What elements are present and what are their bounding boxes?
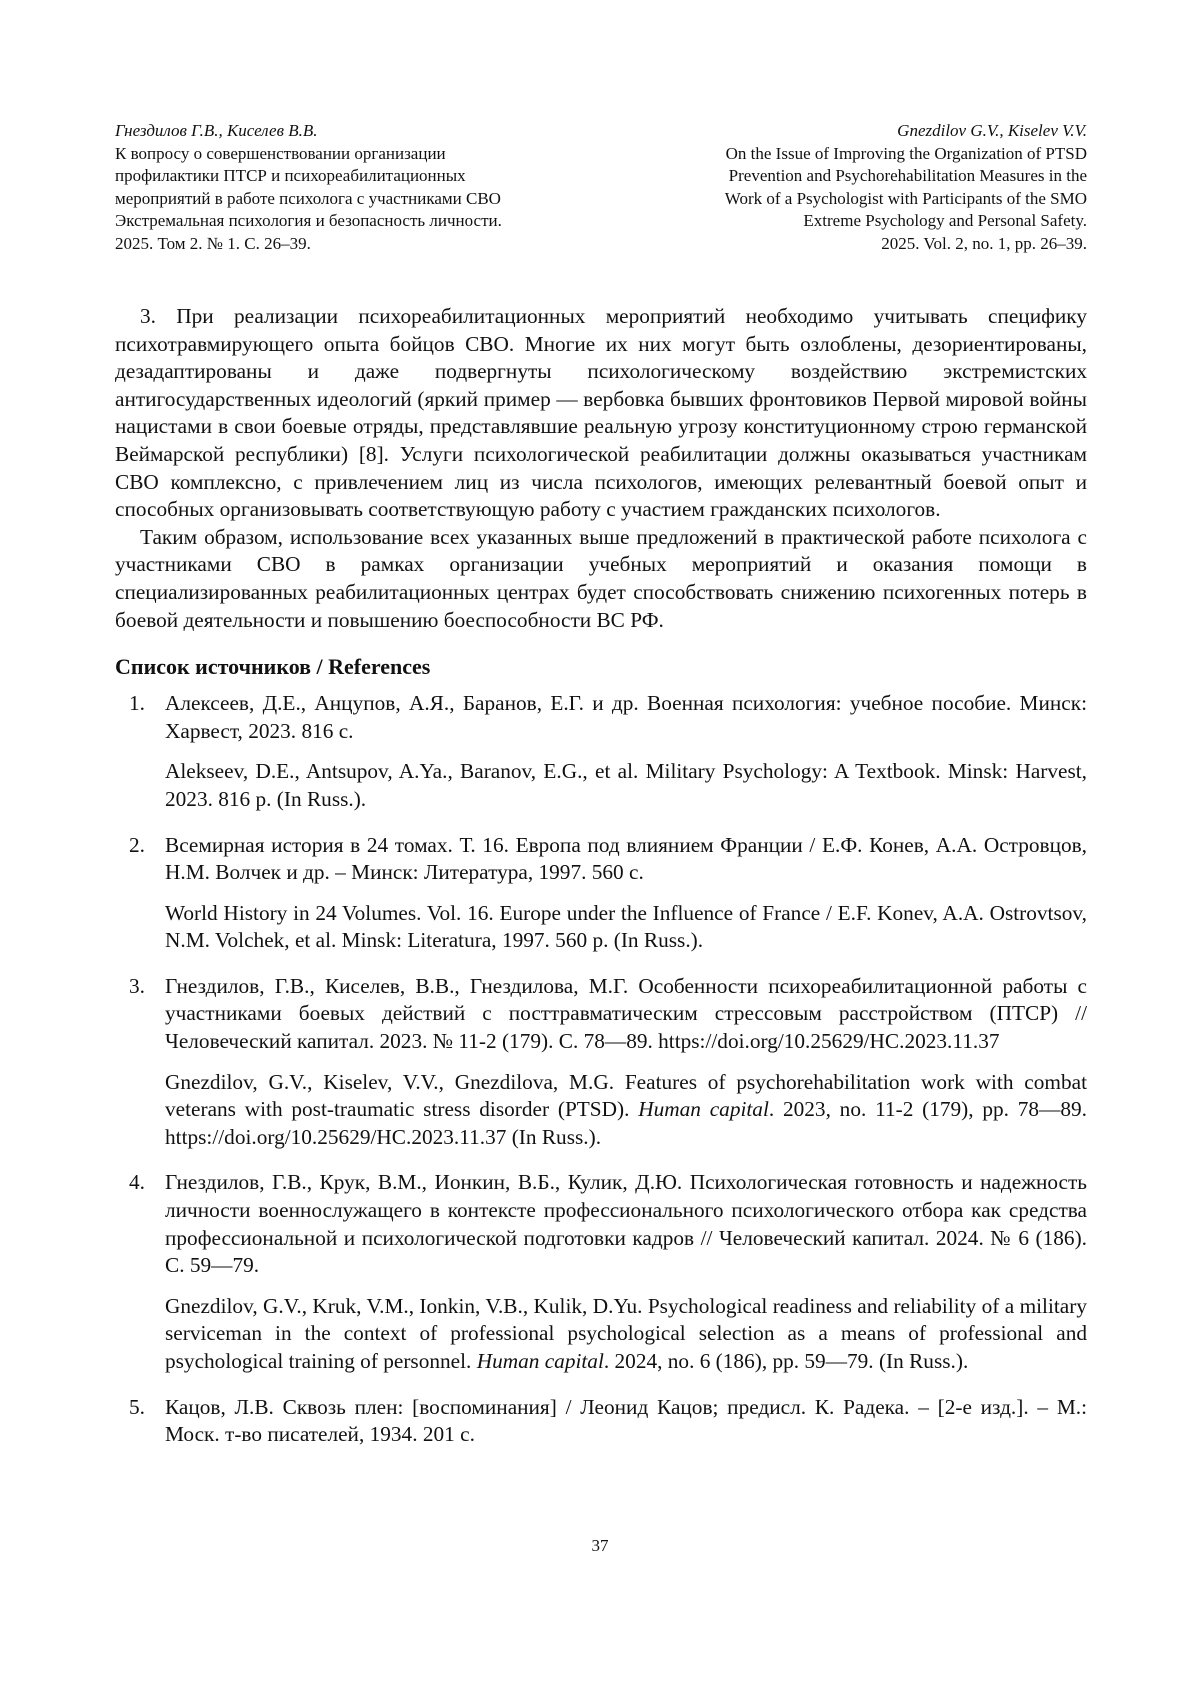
header-line-ru: профилактики ПТСР и психореабилитационных [115, 165, 601, 188]
body-text [115, 303, 1087, 634]
header-russian [115, 120, 601, 255]
reference-english: Alekseev, D.E., Antsupov, A.Ya., Baranov, E.G., et al. Military Psychology: A Textbook. Minsk: Harvest, 2023. 816 p. (In Russ.). [165, 758, 1087, 813]
reference-english [165, 1069, 1087, 1152]
references-heading: Список источников / References [115, 652, 1087, 682]
reference-item [115, 1169, 1087, 1375]
reference-item [115, 832, 1087, 955]
reference-russian: Алексеев, Д.Е., Анцупов, А.Я., Баранов, Е.Г. и др. Военная психология: учебное пособие. Минск: Харвест, 2023. 816 с. [165, 690, 1087, 745]
reference-number: 5. [129, 1394, 145, 1422]
reference-item [115, 973, 1087, 1152]
header-line-en: Extreme Psychology and Personal Safety. [601, 210, 1087, 233]
header-line-en: Work of a Psychologist with Participants of the SMO [601, 188, 1087, 211]
journal-title: Human capital [477, 1349, 604, 1373]
header-line-en: Prevention and Psychorehabilitation Measures in the [601, 165, 1087, 188]
reference-item [115, 1394, 1087, 1449]
header-line-ru: мероприятий в работе психолога с участниками СВО [115, 188, 601, 211]
header-line-ru: 2025. Том 2. № 1. С. 26–39. [115, 233, 601, 256]
reference-english: World History in 24 Volumes. Vol. 16. Europe under the Influence of France / E.F. Konev, A.A. Ostrovtsov, N.M. Volchek, et al. Minsk: Literatura, 1997. 560 p. (In Russ.). [165, 900, 1087, 955]
header-authors-en: Gnezdilov G.V., Kiselev V.V. [601, 120, 1087, 143]
reference-english-text: Gnezdilov, G.V., Kruk, V.M., Ionkin, V.B., Kulik, D.Yu. Psychological readiness and reliability of a military serviceman in the context of professional psychological selection as a means of professional and psychological training of personnel. [165, 1294, 1087, 1373]
header-line-en: 2025. Vol. 2, no. 1, pp. 26–39. [601, 233, 1087, 256]
header-authors-ru: Гнездилов Г.В., Киселев В.В. [115, 120, 601, 143]
body-paragraph: 3. При реализации психореабилитационных мероприятий необходимо учитывать специфику психотравмирующего опыта бойцов СВО. Многие их них могут быть озлоблены, дезориентированы, дезадаптированы и даже подвергнуты психологическому воздействию экстремистских антигосударственных идеологий (яркий пример — вербовка бывших фронтовиков Первой мировой войны нацистами в свои боевые отряды, представлявшие реальную угрозу конституционному строю германской Веймарской республики) [8]. Услуги психологической реабилитации должны оказываться участникам СВО комплексно, с привлечением лиц из числа психологов, имеющих релевантный боевой опыт и способных организовывать соответствующую работу с участием гражданских психологов. [115, 303, 1087, 524]
reference-english-text: . 2023, no. 11-2 (179), pp. 78—89. https://doi.org/10.25629/HC.2023.11.37 (In Russ.). [165, 1097, 1087, 1149]
reference-russian: Гнездилов, Г.В., Крук, В.М., Ионкин, В.Б., Кулик, Д.Ю. Психологическая готовность и надежность личности военнослужащего в контексте профессионального психологического отбора как средства профессиональной и психологической подготовки кадров // Человеческий капитал. 2024. № 6 (186). С. 59—79. [165, 1169, 1087, 1279]
reference-english-text: Gnezdilov, G.V., Kiselev, V.V., Gnezdilova, M.G. Features of psychorehabilitation work with combat veterans with post-traumatic stress disorder (PTSD). [165, 1070, 1087, 1122]
article-page [0, 0, 1200, 1697]
header-line-ru: К вопросу о совершенствовании организации [115, 143, 601, 166]
journal-title: Human capital [638, 1097, 769, 1121]
reference-number: 3. [129, 973, 145, 1001]
reference-item [115, 690, 1087, 813]
reference-russian: Кацов, Л.В. Сквозь плен: [воспоминания] / Леонид Кацов; предисл. К. Радека. – [2-е изд.]. – М.: Моск. т-во писателей, 1934. 201 с. [165, 1394, 1087, 1449]
reference-english-text: . 2024, no. 6 (186), pp. 59—79. (In Russ.). [604, 1349, 968, 1373]
body-paragraph: Таким образом, использование всех указанных выше предложений в практической работе психолога с участниками СВО в рамках организации учебных мероприятий и оказания помощи в специализированных реабилитационных центрах будет способствовать снижению психогенных потерь в боевой деятельности и повышению боеспособности ВС РФ. [115, 524, 1087, 634]
page-number: 37 [0, 1536, 1200, 1556]
references-list [115, 690, 1087, 1449]
reference-russian: Гнездилов, Г.В., Киселев, В.В., Гнездилова, М.Г. Особенности психореабилитационной работы с участниками боевых действий с посттравматическим стрессовым расстройством (ПТСР) // Человеческий капитал. 2023. № 11-2 (179). С. 78—89. https://doi.org/10.25629/HC.2023.11.37 [165, 973, 1087, 1056]
reference-russian: Всемирная история в 24 томах. Т. 16. Европа под влиянием Франции / Е.Ф. Конев, А.А. Островцов, Н.М. Волчек и др. – Минск: Литература, 1997. 560 с. [165, 832, 1087, 887]
reference-number: 2. [129, 832, 145, 860]
running-header [115, 120, 1087, 255]
reference-english [165, 1293, 1087, 1376]
reference-number: 1. [129, 690, 145, 718]
header-line-ru: Экстремальная психология и безопасность личности. [115, 210, 601, 233]
reference-number: 4. [129, 1169, 145, 1197]
header-line-en: On the Issue of Improving the Organization of PTSD [601, 143, 1087, 166]
header-english [601, 120, 1087, 255]
